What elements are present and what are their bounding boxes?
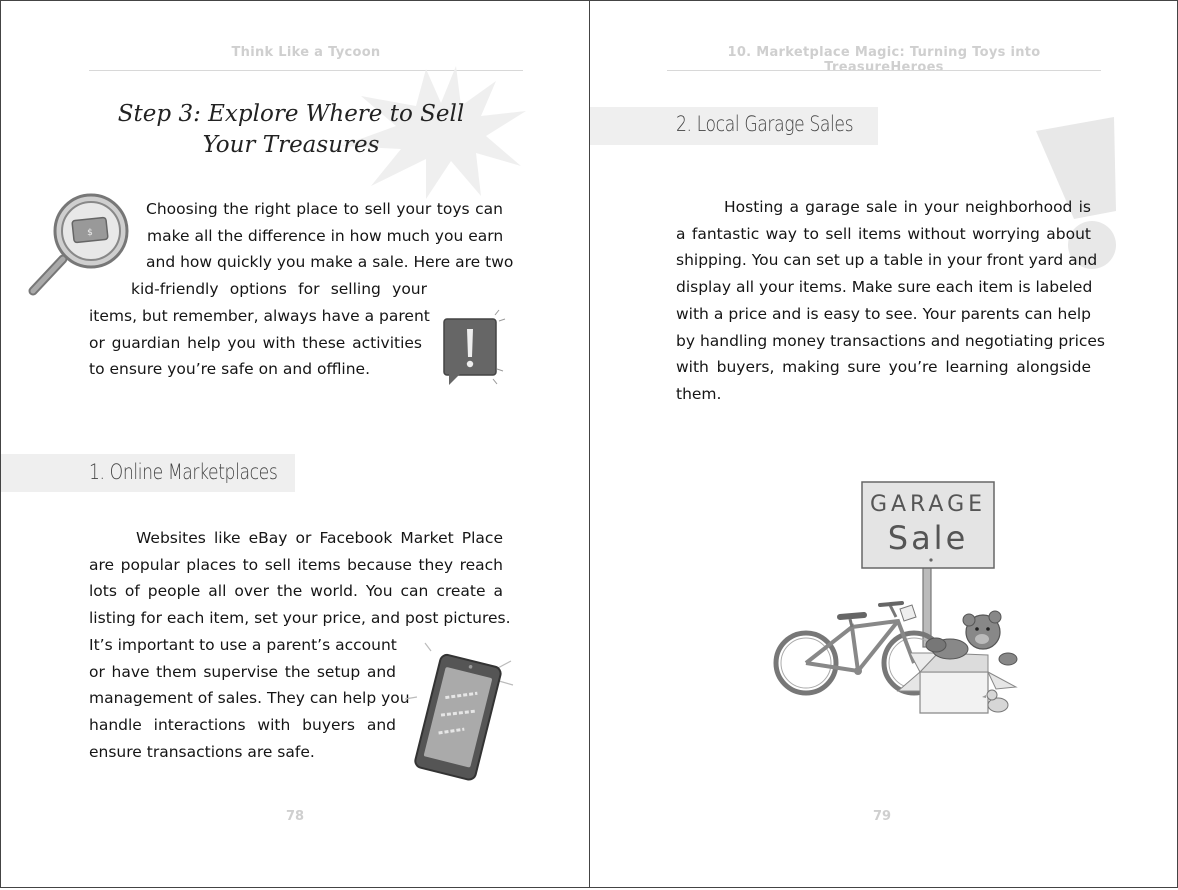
text-line: lots of people all over the world. You can create a	[89, 582, 503, 601]
text-line: ensure transactions are safe.	[89, 742, 315, 761]
text-line: management of sales. They can help you	[89, 689, 410, 708]
section-heading-online: 1. Online Marketplaces	[89, 460, 278, 484]
page-number: 79	[872, 809, 892, 824]
text-line: with buyers, making sure you’re learning alongside	[676, 358, 1091, 377]
smartphone-icon	[401, 641, 519, 789]
garage-sale-illustration	[770, 477, 1034, 721]
text-line: handle interactions with buyers and	[89, 715, 396, 734]
text-line: by handling money transactions and negotiating prices	[676, 331, 1106, 350]
text-line: items, but remember, always have a parent	[89, 306, 430, 325]
text-line: make all the difference in how much you earn	[147, 226, 504, 245]
section-heading-garage: 2. Local Garage Sales	[676, 112, 854, 136]
text-line: or guardian help you with these activities	[89, 333, 422, 352]
step-title-line2: Your Treasures	[202, 132, 380, 158]
page-number: 78	[285, 809, 305, 824]
text-line: Hosting a garage sale in your neighborhood is	[724, 198, 1091, 216]
garage-paragraph	[676, 194, 1106, 408]
header-rule	[667, 70, 1101, 71]
text-line: and how quickly you make a sale. Here are two	[146, 253, 514, 272]
alert-bubble-icon	[437, 307, 509, 387]
text-line: display all your items. Make sure each item is labeled	[676, 278, 1093, 297]
step-title	[101, 99, 481, 161]
right-page	[589, 0, 1178, 888]
sign-line2: Sale	[887, 519, 969, 557]
text-line: or have them supervise the setup and	[89, 662, 396, 681]
text-line: It’s important to use a parent’s account	[89, 635, 397, 654]
text-line: listing for each item, set your price, and post pictures.	[89, 609, 511, 628]
text-line: are popular places to sell items because they reach	[89, 555, 503, 574]
text-line: to ensure you’re safe on and offline.	[89, 360, 371, 379]
sign-line1: GARAGE	[869, 492, 987, 517]
text-line: Websites like eBay or Facebook Market Place	[136, 529, 503, 547]
running-head: Think Like a Tycoon	[231, 45, 381, 60]
left-page	[0, 0, 590, 888]
text-line: Choosing the right place to sell your toys can	[146, 200, 503, 218]
svg-text:$: $	[87, 228, 93, 238]
text-line: with a price and is easy to see. Your parents can help	[676, 304, 1091, 323]
running-head: 10. Marketplace Magic: Turning Toys into TreasureHeroes	[727, 45, 1041, 75]
step-title-line1: Step 3: Explore Where to Sell	[117, 101, 465, 127]
text-line: a fantastic way to sell items without worrying about	[676, 224, 1091, 243]
text-line: them.	[676, 384, 722, 403]
text-line: shipping. You can set up a table in your front yard and	[676, 251, 1098, 270]
text-line: kid-friendly options for selling your	[131, 280, 427, 299]
